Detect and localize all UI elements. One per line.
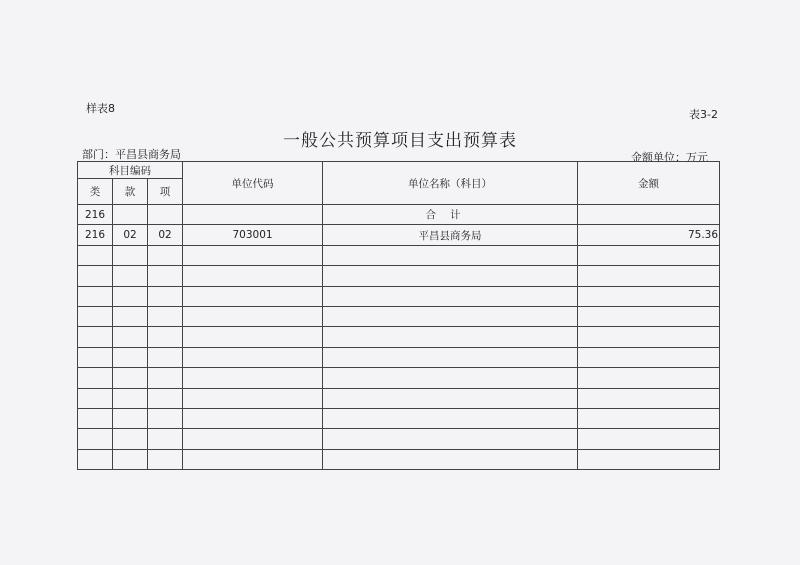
unit-name-header: 单位名称（科目） <box>323 162 578 205</box>
table-row <box>78 225 720 245</box>
empty-row <box>78 449 720 469</box>
total-label-cell: 合计 <box>323 205 578 225</box>
budget-table <box>77 161 720 470</box>
empty-row <box>78 327 720 347</box>
xiang-header: 项 <box>148 179 183 205</box>
total-amount-cell <box>578 205 720 225</box>
total-row <box>78 205 720 225</box>
lei-cell: 216 <box>78 225 113 245</box>
unit-name-cell: 平昌县商务局 <box>323 225 578 245</box>
total-xiang-cell <box>148 205 183 225</box>
table-number: 表3-2 <box>689 108 718 121</box>
subject-code-header: 科目编码 <box>78 162 183 179</box>
empty-row <box>78 408 720 428</box>
amount-cell: 75.36 <box>578 225 720 245</box>
empty-row <box>78 347 720 367</box>
empty-row <box>78 368 720 388</box>
header-row-1 <box>78 162 720 179</box>
xiang-cell: 02 <box>148 225 183 245</box>
empty-row <box>78 266 720 286</box>
empty-row <box>78 306 720 326</box>
sample-label: 样表8 <box>86 102 115 115</box>
department-label: 部门：平昌县商务局 <box>82 148 181 161</box>
unit-code-header: 单位代码 <box>183 162 323 205</box>
unit-code-cell: 703001 <box>183 225 323 245</box>
empty-row <box>78 245 720 265</box>
kuan-header: 款 <box>113 179 148 205</box>
empty-row <box>78 388 720 408</box>
kuan-cell: 02 <box>113 225 148 245</box>
empty-row <box>78 429 720 449</box>
lei-header: 类 <box>78 179 113 205</box>
total-code-cell <box>183 205 323 225</box>
amount-unit-label: 金额单位：万元 <box>631 151 708 164</box>
total-kuan-cell <box>113 205 148 225</box>
page-title: 一般公共预算项目支出预算表 <box>283 131 517 151</box>
amount-header: 金额 <box>578 162 720 205</box>
total-lei-cell: 216 <box>78 205 113 225</box>
empty-row <box>78 286 720 306</box>
